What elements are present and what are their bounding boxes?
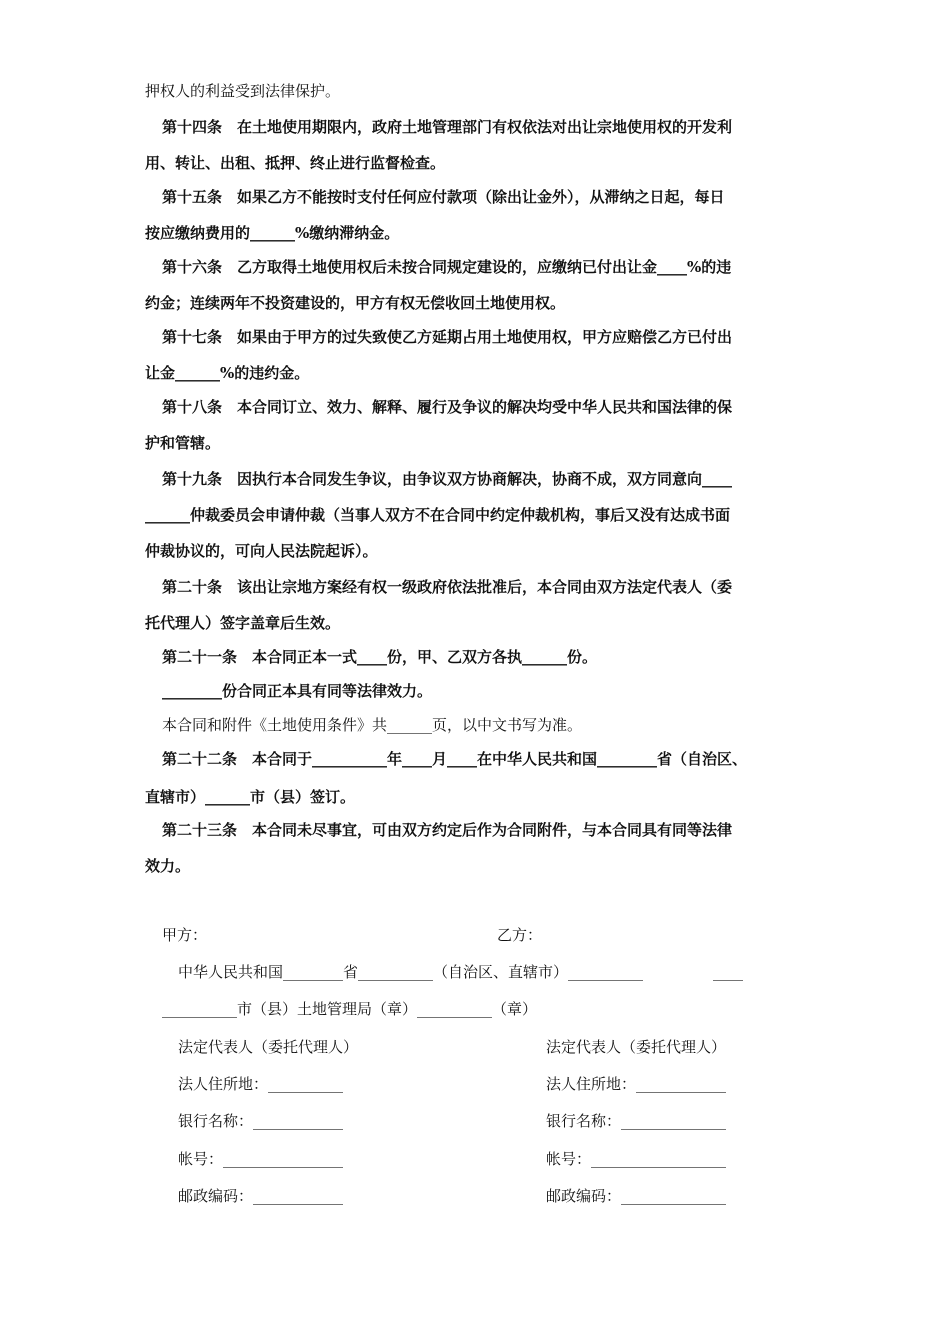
text-line: 约金；连续两年不投资建设的，甲方有权无偿收回土地使用权。: [145, 294, 566, 312]
text-line: 仲裁协议的，可向人民法院起诉）。: [145, 542, 378, 560]
article-23: 第二十三条 本合同未尽事宜，可由双方约定后作为合同附件，与本合同具有同等法律: [162, 821, 733, 839]
party-b-postcode: 邮政编码：______________: [546, 1187, 727, 1205]
article-15: 第十五条 如果乙方不能按时支付任何应付款项（除出让金外），从滞纳之日起，每日: [162, 188, 725, 206]
article-16: 第十六条 乙方取得土地使用权后未按合同规定建设的，应缴纳已付出让金____%的违: [162, 258, 732, 276]
text-line: 护和管辖。: [145, 434, 221, 452]
text-line: 按应缴纳费用的______%缴纳滞纳金。: [145, 224, 400, 242]
text-line: 用、转让、出租、抵押、终止进行监督检查。: [145, 154, 446, 172]
party-b-address-line1: ____: [713, 963, 743, 981]
article-20: 第二十条 该出让宗地方案经有权一级政府依法批准后，本合同由双方法定代表人（委: [162, 578, 733, 596]
party-a-address-line2: __________市（县）土地管理局（章）__________（章）: [162, 1000, 538, 1018]
text-line: 让金______%的违约金。: [145, 364, 310, 382]
party-a-postcode: 邮政编码：____________: [178, 1187, 344, 1205]
text-line: 本合同和附件《土地使用条件》共______页，以中文书写为准。: [162, 716, 583, 734]
party-a-address-line1: 中华人民共和国________省__________（自治区、直辖市）__________: [178, 963, 644, 981]
article-14: 第十四条 在土地使用期限内，政府土地管理部门有权依法对出让宗地使用权的开发利: [162, 118, 733, 136]
text-line: ______仲裁委员会申请仲裁（当事人双方不在合同中约定仲裁机构，事后又没有达成书面: [145, 506, 731, 524]
party-a-label: 甲方：: [162, 926, 208, 944]
party-b-account: 帐号：__________________: [546, 1150, 727, 1168]
party-a-representative: 法定代表人（委托代理人）: [178, 1038, 359, 1056]
party-a-account: 帐号：________________: [178, 1150, 344, 1168]
text-line: 押权人的利益受到法律保护。: [145, 82, 341, 100]
article-19: 第十九条 因执行本合同发生争议，由争议双方协商解决，协商不成，双方同意向____: [162, 470, 733, 488]
article-21: 第二十一条 本合同正本一式____份，甲、乙双方各执______份。: [162, 648, 598, 666]
party-b-domicile: 法人住所地：____________: [546, 1075, 727, 1093]
party-a-domicile: 法人住所地：__________: [178, 1075, 344, 1093]
article-18: 第十八条 本合同订立、效力、解释、履行及争议的解决均受中华人民共和国法律的保: [162, 398, 733, 416]
text-line: 托代理人）签字盖章后生效。: [145, 614, 341, 632]
text-line: 效力。: [145, 857, 191, 875]
article-17: 第十七条 如果由于甲方的过失致使乙方延期占用土地使用权，甲方应赔偿乙方已付出: [162, 328, 733, 346]
party-b-label: 乙方：: [497, 926, 543, 944]
article-22: 第二十二条 本合同于__________年____月____在中华人民共和国________省（自治区、: [162, 750, 748, 768]
text-line: ________份合同正本具有同等法律效力。: [162, 682, 433, 700]
party-b-bank: 银行名称：______________: [546, 1112, 727, 1130]
party-a-bank: 银行名称：____________: [178, 1112, 344, 1130]
party-b-representative: 法定代表人（委托代理人）: [546, 1038, 727, 1056]
text-line: 直辖市）______市（县）签订。: [145, 788, 356, 806]
